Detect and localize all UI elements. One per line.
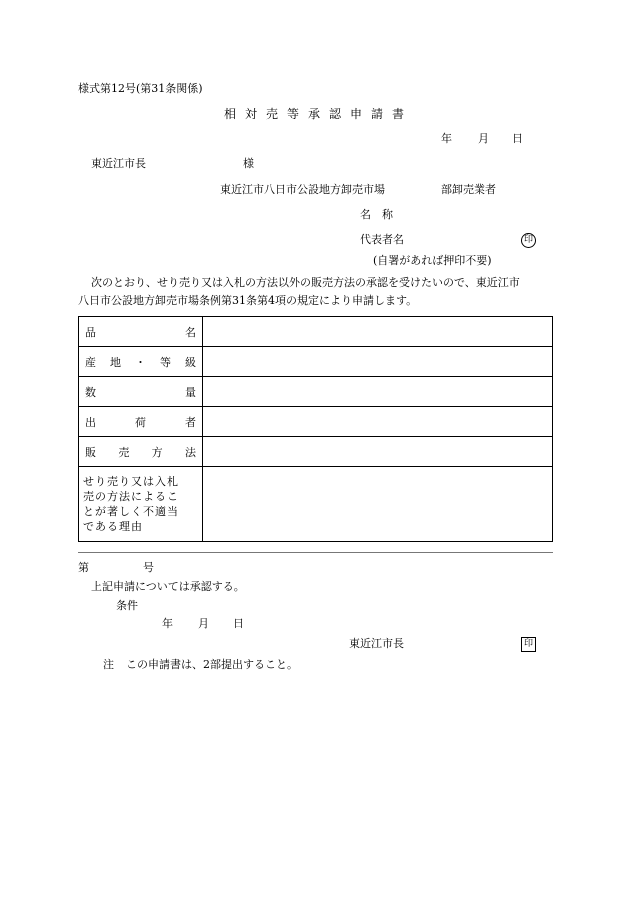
table-row	[79, 377, 553, 407]
application-table	[78, 316, 553, 542]
date-year-label: 年	[441, 132, 452, 145]
approval-authority: 東近江市長	[349, 637, 404, 650]
approval-date-month: 月	[198, 617, 209, 630]
form-title: 相対売等承認申請書	[224, 107, 414, 121]
authority-seal-icon: 印	[521, 637, 536, 652]
row-label-shipper: 出荷者	[79, 407, 203, 437]
table-row	[79, 467, 553, 542]
row-value-sales-method[interactable]	[203, 437, 553, 467]
addressee-name: 東近江市長	[91, 157, 146, 170]
row-label-item-name: 品名	[79, 317, 203, 347]
note-label: 注	[103, 658, 114, 671]
seal-note: (自署があれば押印不要)	[373, 254, 492, 267]
row-value-shipper[interactable]	[203, 407, 553, 437]
body-text-line-1: 次のとおり、せり売り又は入札の方法以外の販売方法の承認を受けたいので、東近江市	[91, 276, 520, 289]
row-value-quantity[interactable]	[203, 377, 553, 407]
approval-number-suffix: 号	[143, 561, 154, 574]
applicant-seal-icon: 印	[521, 233, 536, 248]
section-divider	[78, 552, 553, 553]
table-row	[79, 317, 553, 347]
table-row	[79, 407, 553, 437]
applicant-market: 東近江市八日市公設地方卸売市場	[220, 183, 385, 196]
date-month-label: 月	[478, 132, 489, 145]
row-label-origin-grade: 産地・等級	[79, 347, 203, 377]
approval-text: 上記申請については承認する。	[91, 580, 245, 593]
applicant-department: 部卸売業者	[441, 183, 496, 196]
table-row	[79, 437, 553, 467]
date-day-label: 日	[512, 132, 523, 145]
applicant-name-label: 名 称	[360, 208, 393, 221]
row-label-quantity: 数量	[79, 377, 203, 407]
representative-label: 代表者名	[360, 233, 404, 246]
approval-date-year: 年	[162, 617, 173, 630]
approval-number-prefix: 第	[78, 561, 89, 574]
row-value-origin-grade[interactable]	[203, 347, 553, 377]
addressee-honorific: 様	[243, 157, 254, 170]
note-text: この申請書は、2部提出すること。	[126, 658, 298, 671]
row-value-item-name[interactable]	[203, 317, 553, 347]
conditions-label: 条件	[116, 599, 138, 612]
row-value-reason[interactable]	[203, 467, 553, 542]
row-label-reason: せり売り又は入札 売の方法によるこ とが著しく不適当 である理由	[79, 467, 203, 542]
approval-date-day: 日	[233, 617, 244, 630]
body-text-line-2: 八日市公設地方卸売市場条例第31条第4項の規定により申請します。	[78, 294, 418, 307]
table-row	[79, 347, 553, 377]
form-number: 様式第12号(第31条関係)	[78, 82, 203, 95]
row-label-sales-method: 販売方法	[79, 437, 203, 467]
